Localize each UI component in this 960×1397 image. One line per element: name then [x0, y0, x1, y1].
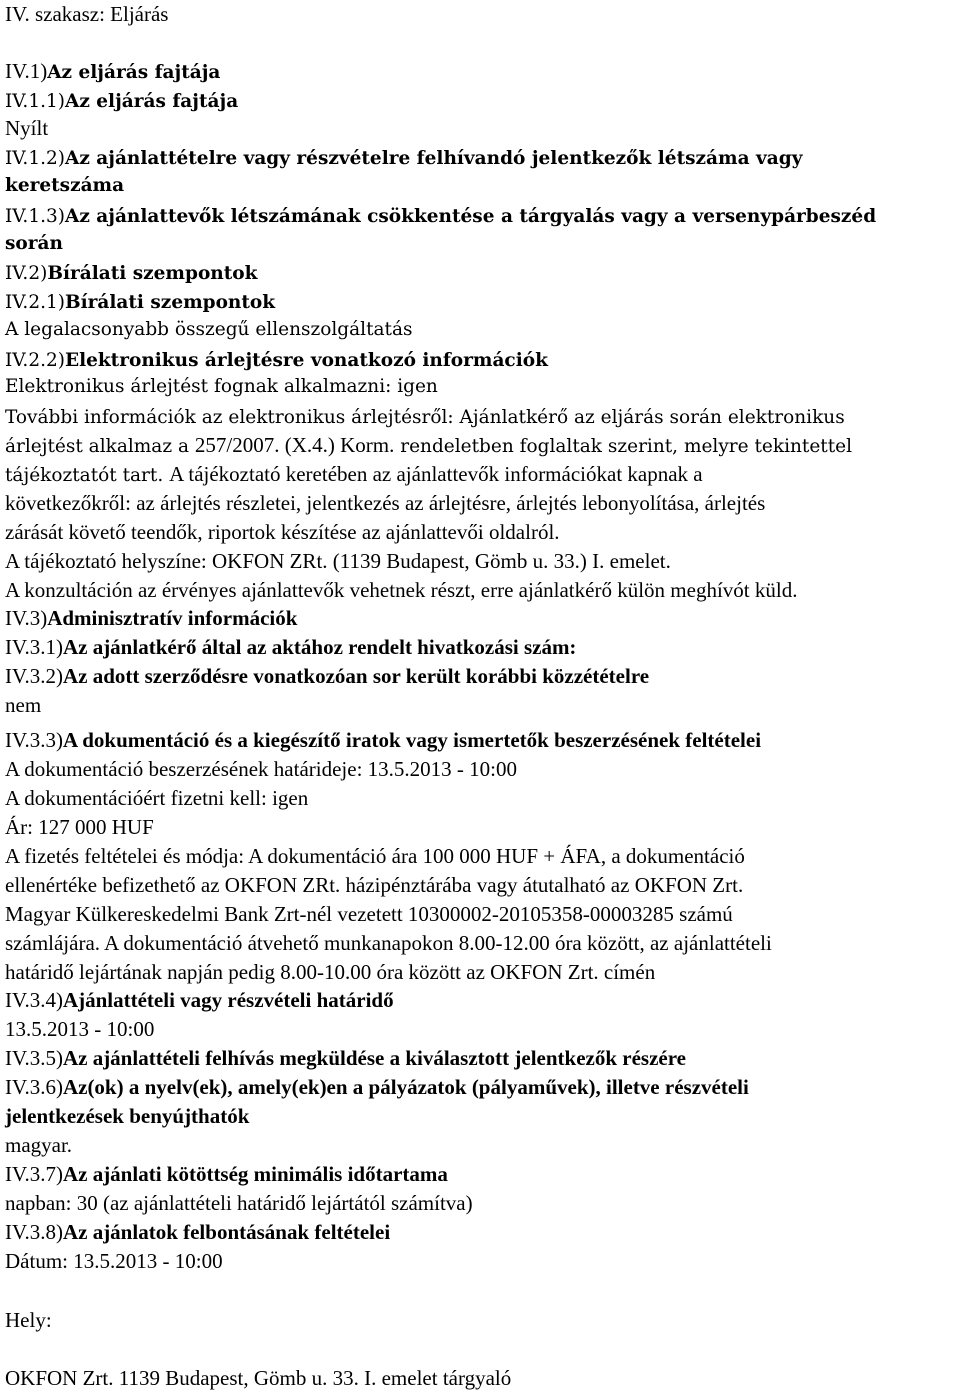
heading-text: Ajánlattételi vagy részvételi határidő [62, 988, 394, 1012]
heading-number: IV.3.3) [5, 728, 63, 752]
e-auction-info-line: A tájékoztató helyszíne: OKFON ZRt. (1139 Budapest, Gömb u. 33.) I. emelet. [5, 549, 671, 573]
e-auction-info-line: A konzultáción az érvényes ajánlattevők vehetnek részt, erre ajánlatkérő külön meghívót küld. [5, 578, 798, 602]
binding-period-value: napban: 30 (az ajánlattételi határidő lejártától számítva) [5, 1191, 473, 1215]
heading-iv-1-3 [5, 201, 876, 231]
heading-iv-3-7 [5, 1160, 448, 1188]
heading-iv-3-1 [5, 633, 576, 661]
opening-place-value: OKFON Zrt. 1139 Budapest, Gömb u. 33. I. emelet tárgyaló [5, 1366, 512, 1390]
heading-number: IV.1.2) [5, 148, 65, 169]
heading-text: Az ajánlati kötöttség minimális időtartama [62, 1162, 448, 1186]
doc-payment-required: A dokumentációért fizetni kell: igen [5, 786, 309, 810]
language-value: magyar. [5, 1133, 73, 1157]
payment-terms-line: A fizetés feltételei és módja: A dokumentáció ára 100 000 HUF + ÁFA, a dokumentáció [5, 844, 745, 868]
heading-iv-3-3 [5, 726, 761, 754]
heading-continuation: keretszáma [5, 175, 125, 196]
prior-publication-value: nem [5, 693, 42, 717]
heading-iv-1-2 [5, 143, 802, 173]
heading-text: Elektronikus árlejtésre vonatkozó információk [64, 350, 548, 371]
heading-iv-3-2 [5, 662, 649, 690]
heading-number: IV.3.1) [5, 635, 63, 659]
heading-text: Az ajánlatok felbontásának feltételei [62, 1220, 391, 1244]
opening-date: Dátum: 13.5.2013 - 10:00 [5, 1249, 223, 1273]
e-auction-info-line: tájékoztatót tart. A tájékoztató keretében az ajánlattevők információkat kapnak a [5, 462, 703, 486]
award-criteria-value: A legalacsonyabb összegű ellenszolgáltatás [5, 319, 413, 340]
heading-text: Az eljárás fajtája [47, 62, 221, 83]
heading-number: IV.3.5) [5, 1046, 63, 1070]
e-auction-info-line: árlejtést alkalmaz a 257/2007. (X.4.) Korm. rendeletben foglaltak szerint, melyre tekintettel [5, 433, 853, 457]
heading-number: IV.3.7) [5, 1162, 63, 1186]
heading-number: IV.3.6) [5, 1075, 63, 1099]
procedure-type-value: Nyílt [5, 116, 49, 140]
opening-place-label: Hely: [5, 1308, 52, 1332]
heading-number: IV.1.1) [5, 91, 65, 112]
payment-terms-line: határidő lejártának napján pedig 8.00-10.00 óra között az OKFON Zrt. címén [5, 960, 656, 984]
heading-text: Az ajánlatkérő által az aktához rendelt hivatkozási szám: [62, 635, 577, 659]
heading-continuation: során [5, 233, 63, 254]
payment-terms-line: számlájára. A dokumentáció átvehető munkanapokon 8.00-12.00 óra között, az ajánlattételi [5, 931, 772, 955]
heading-iv-2-2 [5, 345, 548, 375]
heading-iv-1 [5, 57, 220, 87]
heading-text: Az adott szerződésre vonatkozóan sor került korábbi közzétételre [62, 664, 650, 688]
heading-text: Bírálati szempontok [64, 292, 276, 313]
heading-iv-2 [5, 258, 257, 288]
heading-text: Az eljárás fajtája [64, 91, 239, 112]
doc-price: Ár: 127 000 HUF [5, 815, 154, 839]
heading-text: Az ajánlattételi felhívás megküldése a kiválasztott jelentkezők részére [62, 1046, 687, 1070]
heading-number: IV.1.3) [5, 206, 65, 227]
heading-number: IV.1) [5, 59, 48, 83]
payment-terms-line: ellenértéke befizethető az OKFON ZRt. házipénztárába vagy átutalható az OKFON Zrt. [5, 873, 744, 897]
heading-number: IV.2.2) [5, 350, 65, 371]
heading-number: IV.3.8) [5, 1220, 63, 1244]
heading-number: IV.3) [5, 606, 48, 630]
heading-iv-3-4 [5, 986, 394, 1014]
heading-number: IV.3.4) [5, 988, 63, 1012]
heading-iv-3-6 [5, 1073, 749, 1101]
heading-number: IV.3.2) [5, 664, 63, 688]
heading-text: Bírálati szempontok [47, 263, 258, 284]
heading-text: Az ajánlattételre vagy részvételre felhívandó jelentkezők létszáma vagy [64, 148, 803, 169]
heading-number: IV.2) [5, 263, 48, 284]
e-auction-info-line: zárását követő teendők, riportok készítése az ajánlattevői oldalról. [5, 520, 560, 544]
heading-iv-3-5 [5, 1044, 686, 1072]
heading-text: Az(ok) a nyelv(ek), amely(ek)en a pályázatok (pályaművek), illetve részvételi [62, 1075, 749, 1099]
section-title: IV. szakasz: Eljárás [5, 2, 169, 26]
heading-number: IV.2.1) [5, 292, 65, 313]
doc-deadline: A dokumentáció beszerzésének határideje: 13.5.2013 - 10:00 [5, 757, 517, 781]
e-auction-used: Elektronikus árlejtést fognak alkalmazni: igen [5, 376, 438, 397]
heading-iv-3-8 [5, 1218, 390, 1246]
heading-iv-2-1 [5, 287, 275, 317]
heading-iv-3 [5, 604, 297, 632]
heading-continuation: jelentkezések benyújthatók [5, 1104, 250, 1128]
heading-text: A dokumentáció és a kiegészítő iratok vagy ismertetők beszerzésének feltételei [62, 728, 762, 752]
tender-deadline-value: 13.5.2013 - 10:00 [5, 1017, 155, 1041]
e-auction-info-line: következőkről: az árlejtés részletei, jelentkezés az árlejtésre, árlejtés lebonyolítása, árlejtés [5, 491, 766, 515]
payment-terms-line: Magyar Külkereskedelmi Bank Zrt-nél vezetett 10300002-20105358-00003285 számú [5, 902, 733, 926]
e-auction-info-line: További információk az elektronikus árlejtésről: Ajánlatkérő az eljárás során elektronikus [5, 407, 845, 428]
heading-iv-1-1 [5, 86, 238, 116]
heading-text: Adminisztratív információk [47, 606, 298, 630]
heading-text: Az ajánlattevők létszámának csökkentése a tárgyalás vagy a versenypárbeszéd [64, 206, 877, 227]
